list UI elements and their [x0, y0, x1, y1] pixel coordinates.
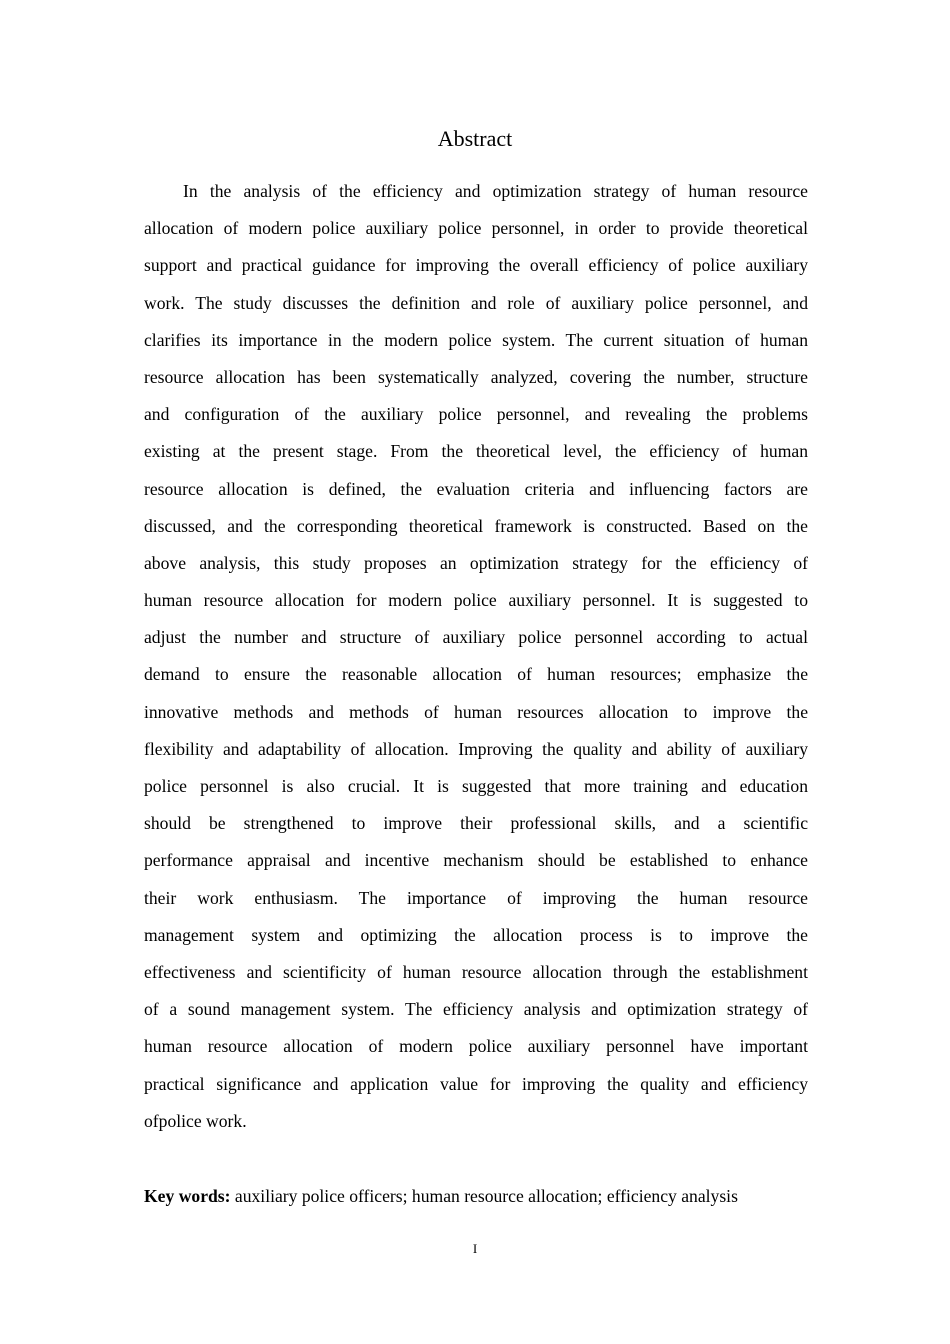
abstract-line: work. The study discusses the definition and role of auxiliary police personnel, and	[144, 292, 808, 313]
abstract-line: support and practical guidance for improving the overall efficiency of police auxiliary	[144, 255, 808, 276]
keywords-text: auxiliary police officers; human resource allocation; efficiency analysis	[230, 1186, 738, 1206]
keywords	[144, 1186, 738, 1207]
abstract-line: above analysis, this study proposes an optimization strategy for the efficiency of	[144, 552, 808, 573]
abstract-line: police personnel is also crucial. It is suggested that more training and education	[144, 776, 808, 796]
abstract-line: ofpolice work.	[144, 1110, 247, 1131]
abstract-line: allocation of modern police auxiliary police personnel, in order to provide theoretical	[144, 218, 808, 239]
abstract-line: human resource allocation for modern police auxiliary personnel. It is suggested to	[144, 590, 808, 611]
abstract-line: flexibility and adaptability of allocation. Improving the quality and ability of auxiliary	[144, 738, 808, 759]
abstract-line: existing at the present stage. From the theoretical level, the efficiency of human	[144, 441, 808, 462]
page-number: I	[472, 1241, 478, 1256]
abstract-line: resource allocation is defined, the evaluation criteria and influencing factors are	[144, 478, 808, 499]
keywords-label: Key words:	[144, 1186, 231, 1206]
abstract-line: and configuration of the auxiliary police personnel, and revealing the problems	[144, 404, 808, 425]
abstract-line: their work enthusiasm. The importance of improving the human resource	[144, 887, 808, 908]
abstract-line: clarifies its importance in the modern police system. The current situation of human	[144, 329, 808, 350]
abstract-line: innovative methods and methods of human resources allocation to improve the	[144, 701, 808, 722]
abstract-line: adjust the number and structure of auxiliary police personnel according to actual	[144, 627, 808, 648]
abstract-line: management system and optimizing the allocation process is to improve the	[144, 924, 808, 945]
abstract-line: performance appraisal and incentive mechanism should be established to enhance	[144, 850, 808, 871]
abstract-line: resource allocation has been systematically analyzed, covering the number, structure	[144, 366, 808, 387]
abstract-line: In the analysis of the efficiency and optimization strategy of human resource	[183, 181, 808, 201]
abstract-line: should be strengthened to improve their professional skills, and a scientific	[144, 813, 808, 834]
abstract-line: effectiveness and scientificity of human resource allocation through the establishment	[144, 961, 808, 982]
page-title: Abstract	[437, 126, 513, 151]
abstract-line: demand to ensure the reasonable allocation of human resources; emphasize the	[144, 664, 808, 685]
abstract-body	[144, 178, 808, 1145]
abstract-line: discussed, and the corresponding theoretical framework is constructed. Based on the	[144, 515, 808, 536]
abstract-line: practical significance and application value for improving the quality and efficiency	[144, 1073, 808, 1094]
abstract-line: human resource allocation of modern police auxiliary personnel have important	[144, 1036, 808, 1057]
abstract-line: of a sound management system. The efficiency analysis and optimization strategy of	[144, 999, 808, 1020]
